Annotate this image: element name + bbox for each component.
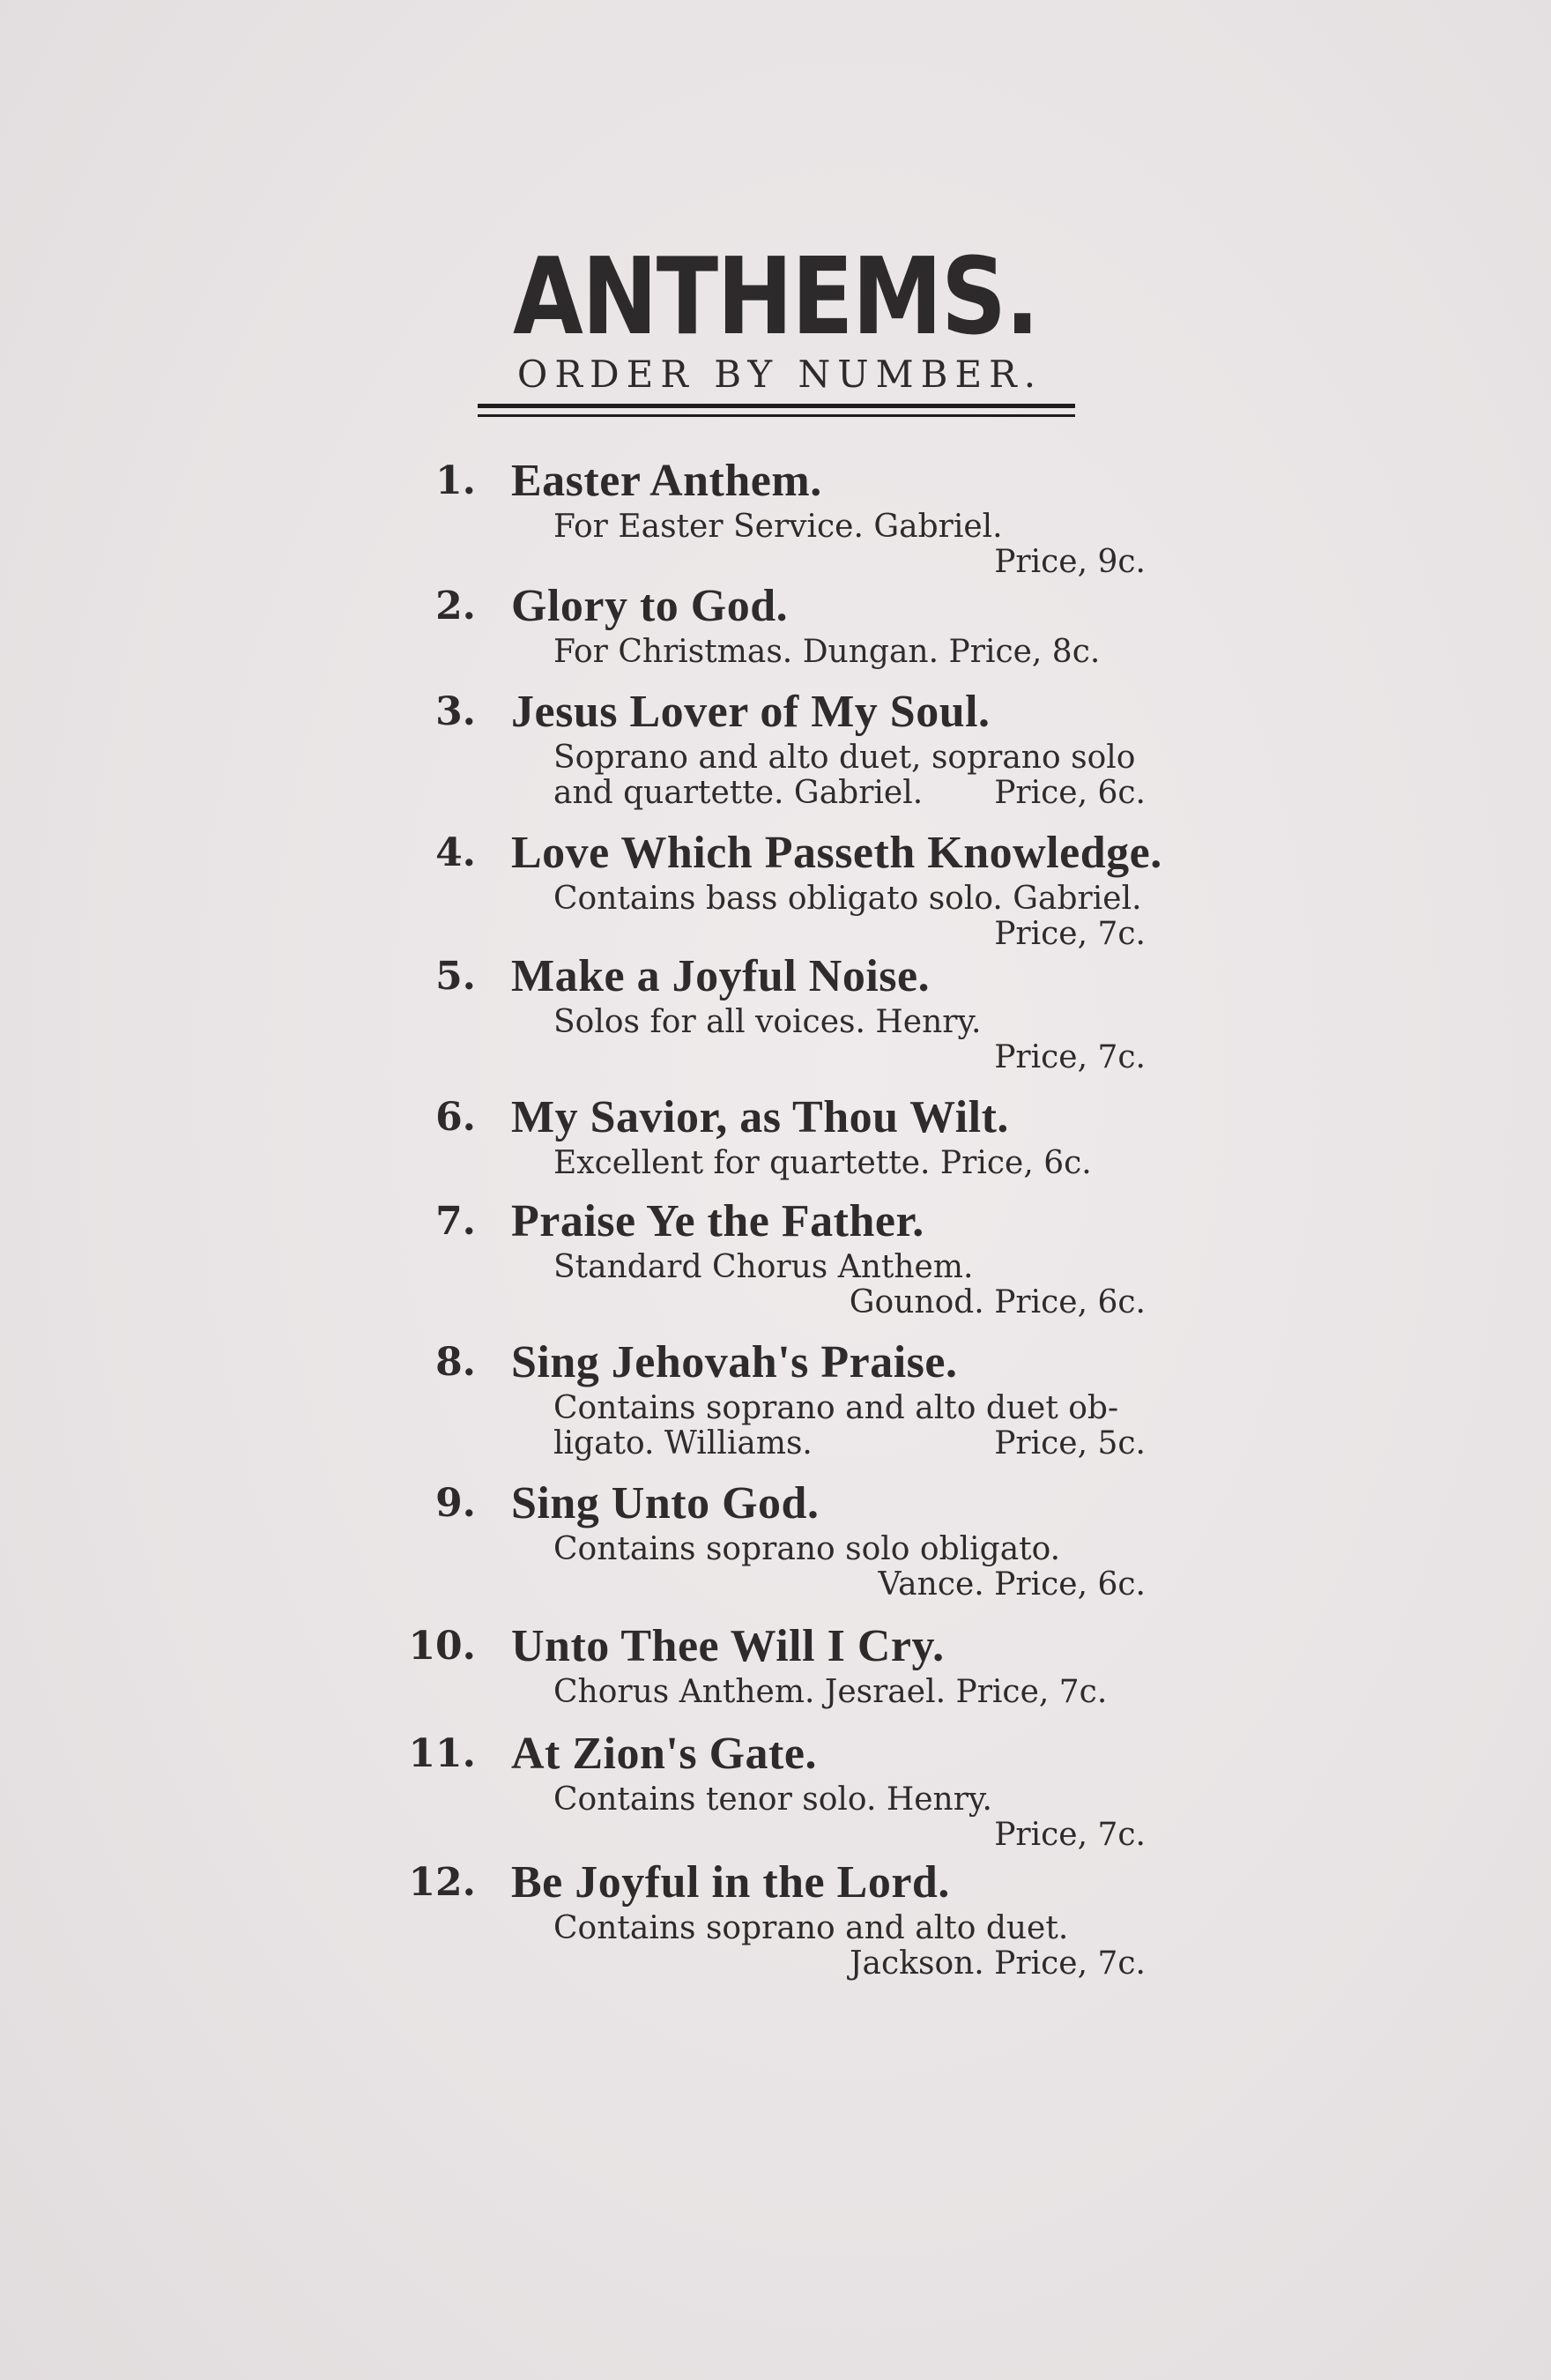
entry-title: Love Which Passeth Knowledge.: [511, 828, 1162, 878]
entry-number: 1.: [435, 458, 476, 503]
entry-number: 12.: [408, 1860, 476, 1905]
entry-price-row: [553, 776, 1146, 811]
entry-price: Price, 6c.: [994, 775, 1146, 811]
entry-description: Soprano and alto duet, soprano solo: [553, 740, 1136, 776]
entry-description: Contains bass obligato solo. Gabriel.: [553, 881, 1142, 917]
entry-description: Contains soprano and alto duet.: [553, 1910, 1069, 1946]
entry-price: Price, 7c.: [994, 1817, 1146, 1853]
entry-description: Contains tenor solo. Henry.: [553, 1781, 992, 1818]
entry-price: Price, 5c.: [994, 1425, 1146, 1461]
entry-number: 4.: [435, 830, 476, 875]
entry-description: and quartette. Gabriel.: [553, 775, 924, 811]
entry-price: Price, 9c.: [994, 544, 1146, 580]
entry-price: Price, 7c.: [994, 1039, 1146, 1075]
entry-description: Contains soprano solo obligato.: [553, 1531, 1061, 1567]
entry-number: 7.: [435, 1199, 476, 1244]
entry-title: Sing Unto God.: [511, 1478, 820, 1528]
double-rule-top: [478, 404, 1075, 408]
entry-price: Vance. Price, 6c.: [878, 1566, 1146, 1603]
entry-title: Easter Anthem.: [511, 456, 822, 506]
entry-number: 8.: [435, 1340, 476, 1385]
entry-price: Jackson. Price, 7c.: [850, 1945, 1146, 1982]
entry-description: Excellent for quartette. Price, 6c.: [553, 1145, 1092, 1181]
entry-description: ligato. Williams.: [553, 1425, 813, 1461]
entry-title: Make a Joyful Noise.: [511, 951, 931, 1001]
entry-title: Praise Ye the Father.: [511, 1196, 924, 1246]
entry-title: At Zion's Gate.: [511, 1729, 817, 1779]
entry-description: Standard Chorus Anthem.: [553, 1249, 974, 1285]
double-rule-bottom: [478, 414, 1075, 417]
page-title: ANTHEMS.: [513, 236, 1038, 359]
entry-description: Solos for all voices. Henry.: [553, 1004, 982, 1040]
entry-description: For Christmas. Dungan. Price, 8c.: [553, 634, 1101, 670]
entry-title: Jesus Lover of My Soul.: [511, 687, 991, 737]
entry-number: 6.: [435, 1095, 476, 1140]
entry-title: Glory to God.: [511, 581, 789, 631]
entry-number: 10.: [408, 1624, 476, 1669]
page-subtitle: ORDER BY NUMBER.: [516, 353, 1043, 396]
entry-description: Chorus Anthem. Jesrael. Price, 7c.: [553, 1674, 1108, 1710]
entry-number: 2.: [435, 584, 476, 628]
entry-number: 9.: [435, 1481, 476, 1526]
entry-title: Be Joyful in the Lord.: [511, 1857, 950, 1908]
entry-title: Sing Jehovah's Praise.: [511, 1337, 958, 1387]
entry-description: Contains soprano and alto duet ob-: [553, 1390, 1119, 1426]
entry-description: For Easter Service. Gabriel.: [553, 509, 1003, 545]
entry-price: Price, 7c.: [994, 916, 1146, 952]
entry-number: 11.: [408, 1731, 476, 1776]
entry-title: Unto Thee Will I Cry.: [511, 1621, 945, 1671]
entry-number: 3.: [435, 689, 476, 734]
entry-number: 5.: [435, 954, 476, 999]
entry-title: My Savior, as Thou Wilt.: [511, 1092, 1009, 1142]
entry-price-row: [553, 1426, 1146, 1461]
entry-price: Gounod. Price, 6c.: [849, 1284, 1146, 1320]
